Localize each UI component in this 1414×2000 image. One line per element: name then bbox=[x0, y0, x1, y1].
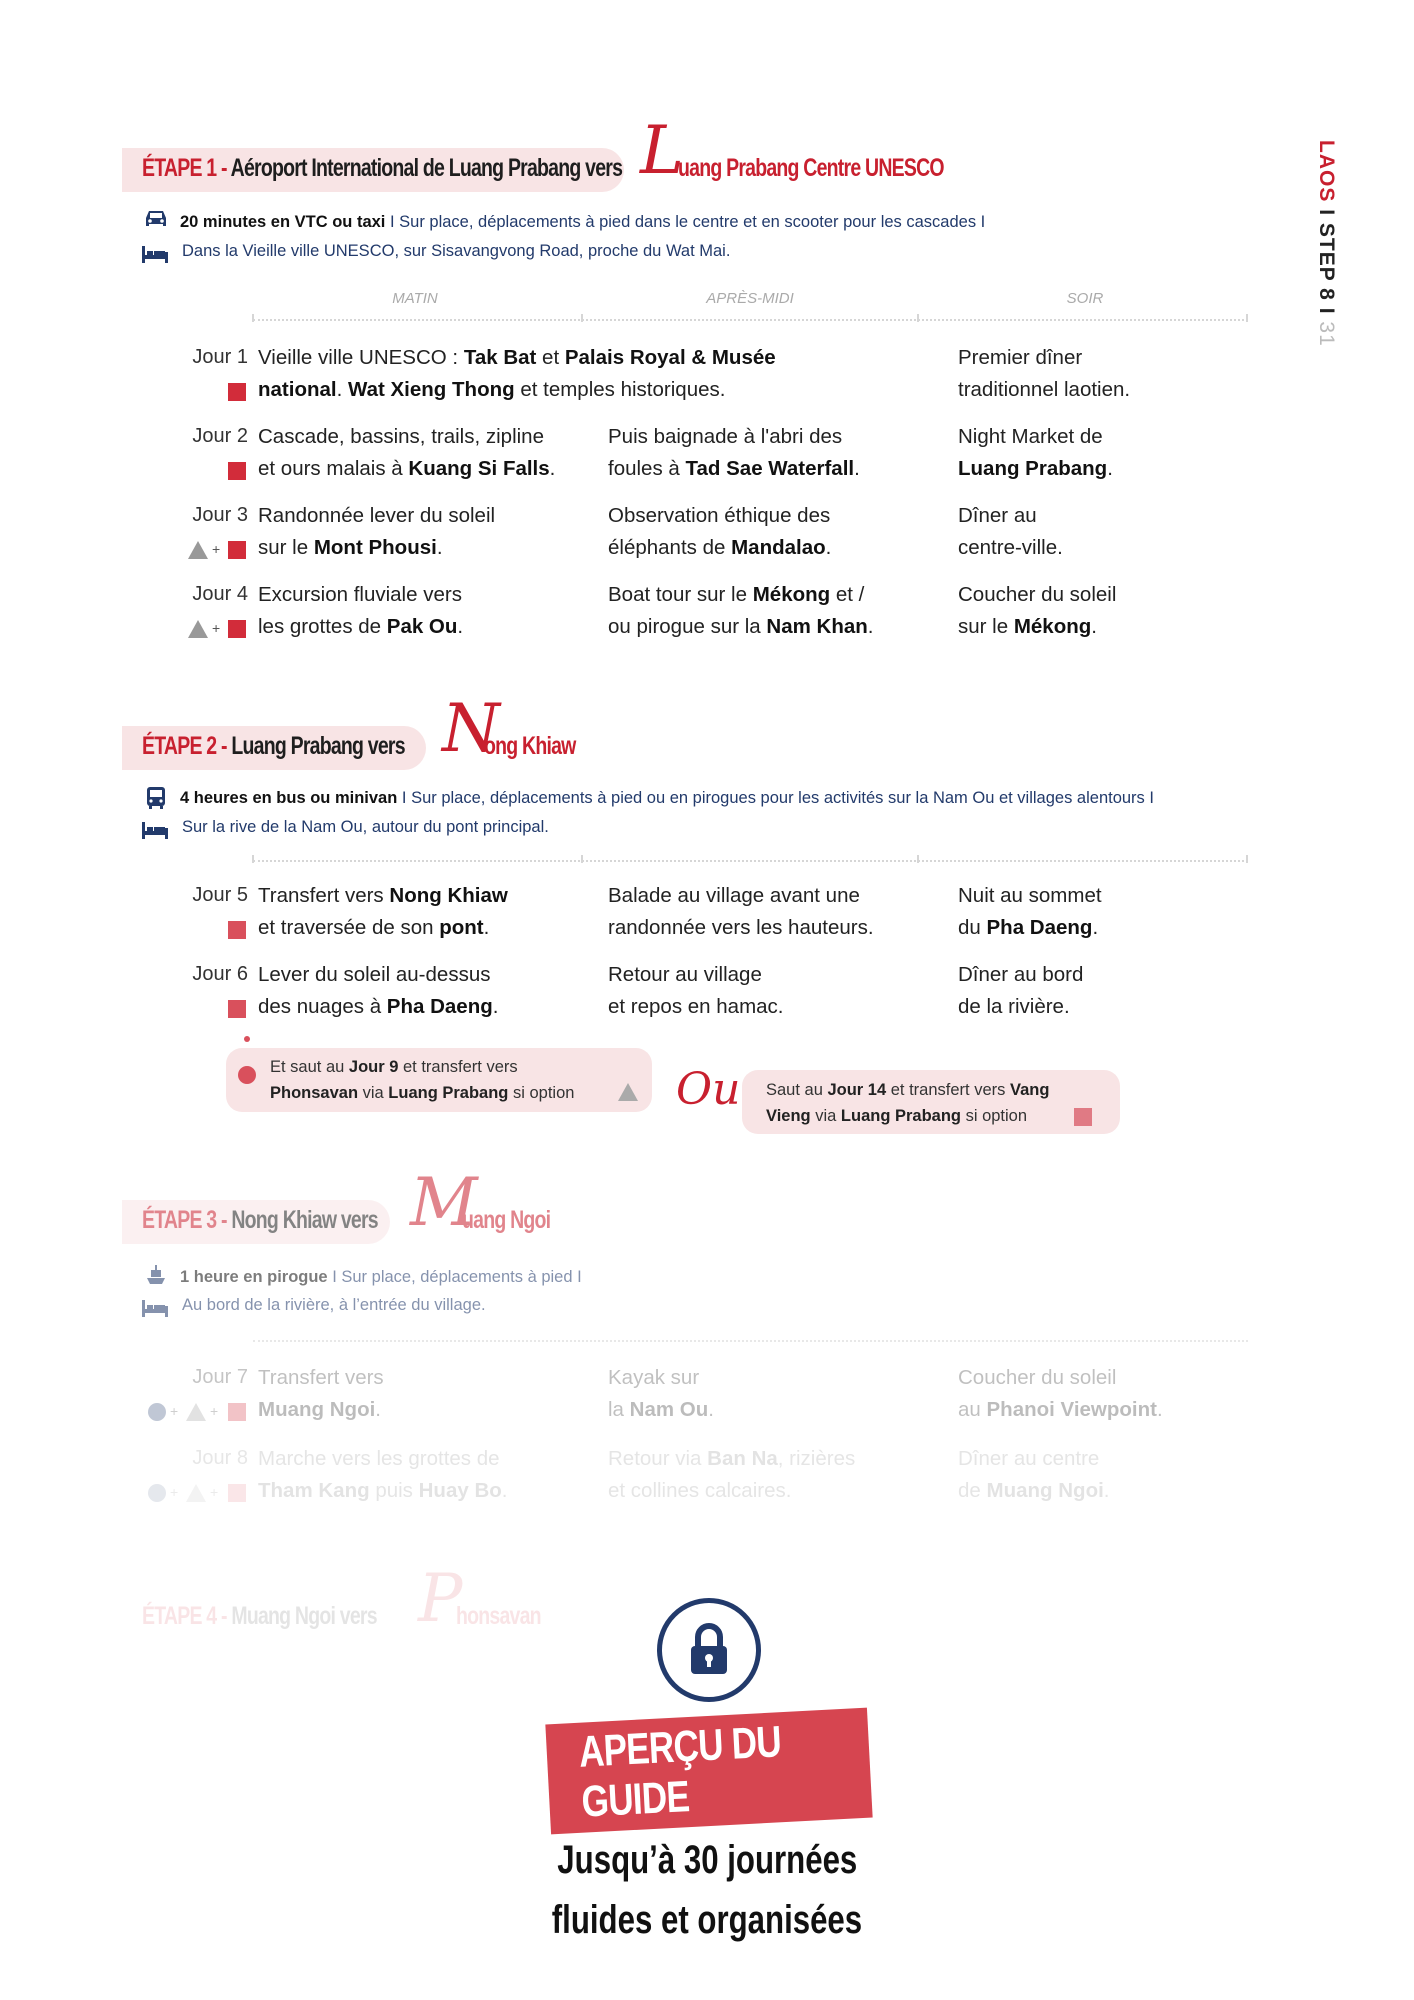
lodging-info: Au bord de la rivière, à l’entrée du village. bbox=[182, 1296, 486, 1314]
column-divider bbox=[253, 860, 1248, 862]
etape-route: Nong Khiaw vers bbox=[231, 1206, 378, 1234]
separator: I bbox=[1315, 307, 1338, 315]
hiking-marker bbox=[186, 1403, 206, 1421]
option-marker bbox=[238, 1066, 256, 1084]
hiking-marker bbox=[618, 1083, 638, 1101]
day-matin: Randonnée lever du soleil sur le Mont Phousi. bbox=[258, 504, 496, 559]
day-matin: Transfert vers Nong Khiaw et traversée de son pont. bbox=[258, 884, 508, 939]
boat-marker bbox=[148, 1403, 166, 1421]
separator: I bbox=[1315, 209, 1338, 217]
day-soir: Coucher du soleil sur le Mékong. bbox=[958, 583, 1117, 638]
column-header-matin: MATIN bbox=[392, 290, 438, 307]
destination-initial: L bbox=[640, 112, 684, 189]
day-soir: Nuit au sommet du Pha Daeng. bbox=[958, 884, 1102, 939]
day-label: Jour 3 bbox=[192, 504, 248, 526]
day-matin: Lever du soleil au-dessus des nuages à Pha Daeng. bbox=[258, 963, 499, 1018]
hiking-marker bbox=[188, 620, 208, 638]
day-soir: Dîner au bord de la rivière. bbox=[958, 963, 1084, 1018]
day-soir: Night Market de Luang Prabang. bbox=[958, 425, 1113, 480]
page-number: 31 bbox=[1315, 321, 1338, 347]
activity-marker bbox=[1074, 1108, 1092, 1126]
day-matin: Vieille ville UNESCO : Tak Bat et Palais Royal & Musée national. Wat Xieng Thong et temples historiques. bbox=[258, 346, 776, 401]
destination-name: uang Ngoi bbox=[462, 1206, 551, 1234]
destination-name: ong Khiaw bbox=[484, 732, 576, 760]
bed-icon bbox=[141, 1298, 169, 1318]
etape-3-title bbox=[142, 1206, 378, 1235]
day-matin: Transfert vers Muang Ngoi. bbox=[258, 1366, 384, 1421]
preview-banner-text: APERÇU DU GUIDE bbox=[577, 1717, 783, 1827]
etape-label: ÉTAPE 1 - bbox=[142, 154, 227, 182]
bus-icon bbox=[145, 786, 167, 810]
day-apres-midi: Kayak sur la Nam Ou. bbox=[608, 1366, 714, 1421]
activity-marker bbox=[228, 1000, 246, 1018]
lock-badge bbox=[657, 1598, 761, 1702]
etape-route: Aéroport International de Luang Prabang vers bbox=[230, 154, 623, 182]
day-label: Jour 7 bbox=[192, 1366, 248, 1388]
activity-marker bbox=[228, 541, 246, 559]
activity-marker bbox=[228, 1403, 246, 1421]
column-divider bbox=[253, 1340, 1248, 1342]
car-icon bbox=[143, 208, 169, 230]
etape-label: ÉTAPE 4 - bbox=[142, 1602, 227, 1630]
day-soir: Coucher du soleil au Phanoi Viewpoint. bbox=[958, 1366, 1163, 1421]
boat-marker bbox=[148, 1484, 166, 1502]
etape-route: Luang Prabang vers bbox=[231, 732, 405, 760]
step-label: STEP 8 bbox=[1315, 222, 1338, 301]
day-soir: Dîner au centre-ville. bbox=[958, 504, 1063, 559]
tagline-line-1: Jusqu’à 30 journées bbox=[557, 1838, 857, 1882]
destination-initial: M bbox=[410, 1164, 478, 1241]
day-label: Jour 8 bbox=[192, 1447, 248, 1469]
column-divider bbox=[253, 319, 1248, 321]
day-matin: Excursion fluviale vers les grottes de Pak Ou. bbox=[258, 583, 464, 638]
day-matin: Marche vers les grottes de Tham Kang puis Huay Bo. bbox=[258, 1447, 508, 1502]
option-text: Et saut au Jour 9 et transfert vers Phonsavan via Luang Prabang si option bbox=[270, 1058, 575, 1102]
day-label: Jour 5 bbox=[192, 884, 248, 906]
activity-marker bbox=[228, 462, 246, 480]
day-apres-midi: Retour au village et repos en hamac. bbox=[608, 963, 784, 1018]
hiking-marker bbox=[186, 1484, 206, 1502]
day-apres-midi: Puis baignade à l'abri des foules à Tad Sae Waterfall. bbox=[608, 425, 860, 480]
tagline-line-2: fluides et organisées bbox=[551, 1898, 863, 1942]
day-matin: Cascade, bassins, trails, zipline et ours malais à Kuang Si Falls. bbox=[258, 425, 556, 480]
day-apres-midi: Balade au village avant une randonnée vers les hauteurs. bbox=[608, 884, 874, 939]
option-text: Saut au Jour 14 et transfert vers Vang Vieng via Luang Prabang si option bbox=[766, 1081, 1050, 1125]
column-header-soir: SOIR bbox=[1066, 290, 1104, 307]
etape-1-title bbox=[142, 154, 622, 183]
day-apres-midi: Retour via Ban Na, rizières et collines calcaires. bbox=[608, 1447, 856, 1502]
day-apres-midi: Boat tour sur le Mékong et / ou pirogue sur la Nam Khan. bbox=[608, 583, 874, 638]
country-label: LAOS bbox=[1315, 140, 1338, 203]
activity-marker bbox=[228, 620, 246, 638]
etape-4-title bbox=[142, 1602, 377, 1631]
destination-initial: P bbox=[418, 1560, 463, 1637]
lock-icon bbox=[662, 1603, 756, 1697]
transport-info: 1 heure en pirogue I Sur place, déplacements à pied I bbox=[180, 1268, 582, 1286]
transport-info: 4 heures en bus ou minivan I Sur place, déplacements à pied ou en pirogues pour les activités sur la Nam Ou et villages alentours I bbox=[180, 789, 1154, 807]
lodging-info: Dans la Vieille ville UNESCO, sur Sisavangvong Road, proche du Wat Mai. bbox=[182, 242, 731, 260]
destination-name: honsavan bbox=[456, 1602, 541, 1630]
etape-label: ÉTAPE 2 - bbox=[142, 732, 227, 760]
day-label: Jour 6 bbox=[192, 963, 248, 985]
day-label: Jour 2 bbox=[192, 425, 248, 447]
destination-name: uang Prabang Centre UNESCO bbox=[678, 154, 944, 182]
running-header bbox=[1314, 140, 1338, 347]
or-label: Ou bbox=[676, 1064, 741, 1115]
boat-icon bbox=[145, 1264, 167, 1286]
etape-route: Muang Ngoi vers bbox=[231, 1602, 377, 1630]
activity-marker bbox=[228, 383, 246, 401]
bed-icon bbox=[141, 820, 169, 840]
lodging-info: Sur la rive de la Nam Ou, autour du pont principal. bbox=[182, 818, 549, 836]
day-soir: Premier dîner traditionnel laotien. bbox=[958, 346, 1131, 401]
column-header-apres-midi: APRÈS-MIDI bbox=[706, 290, 794, 307]
activity-marker bbox=[228, 921, 246, 939]
transport-info: 20 minutes en VTC ou taxi I Sur place, déplacements à pied dans le centre et en scooter pour les cascades I bbox=[180, 213, 986, 231]
destination-initial: N bbox=[442, 690, 500, 767]
day-label: Jour 1 bbox=[192, 346, 248, 368]
hiking-marker bbox=[188, 541, 208, 559]
day-soir: Dîner au centre de Muang Ngoi. bbox=[958, 1447, 1110, 1502]
bed-icon bbox=[141, 244, 169, 264]
etape-label: ÉTAPE 3 - bbox=[142, 1206, 227, 1234]
activity-marker bbox=[228, 1484, 246, 1502]
day-apres-midi: Observation éthique des éléphants de Mandalao. bbox=[608, 504, 832, 559]
day-label: Jour 4 bbox=[192, 583, 248, 605]
etape-2-title bbox=[142, 732, 405, 761]
